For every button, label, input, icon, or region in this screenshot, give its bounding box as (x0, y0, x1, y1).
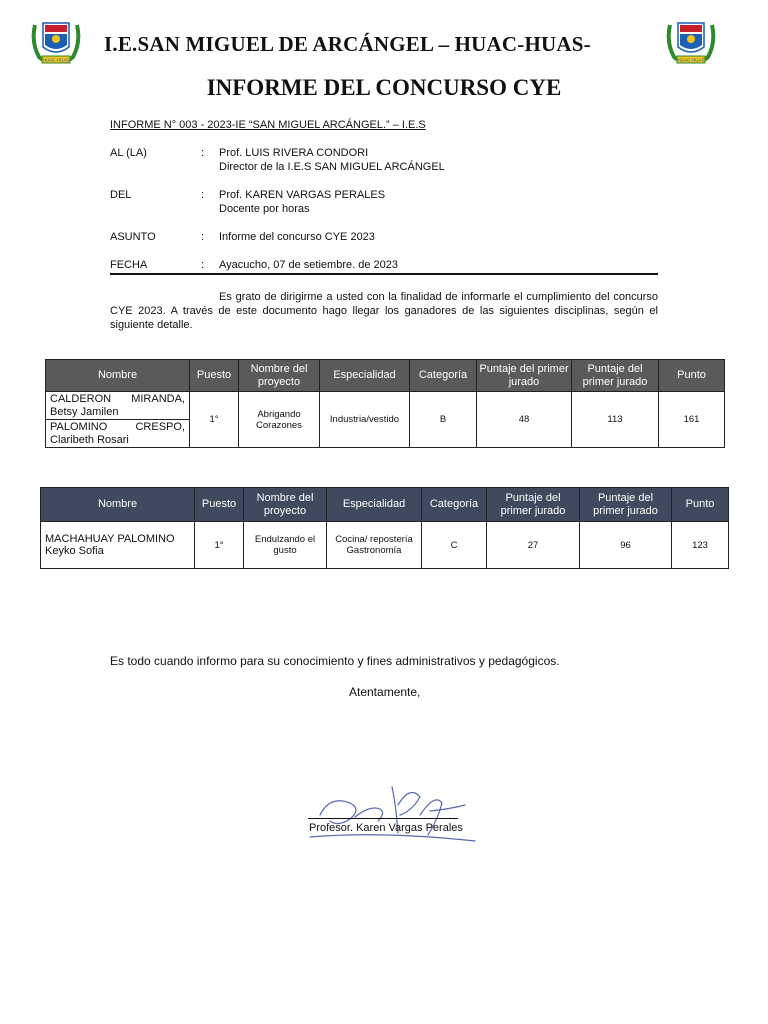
cell-puntaje-2: 96 (580, 522, 672, 569)
col-header-punto: Punto (672, 488, 729, 522)
intro-paragraph: Es grato de dirigirme a usted con la finalidad de informarle el cumplimiento del concurso CYE 2023. A través de este documento hago llegar los ganadores de las siguientes disciplinas, según el siguiente detalle. (110, 291, 658, 331)
col-header-puntaje-2: Puntaje del primer jurado (580, 488, 672, 522)
cell-puesto: 1° (190, 392, 239, 448)
participant-name: MACHAHUAY PALOMINO Keyko Sofia (41, 522, 195, 569)
svg-text:HUAC-HUAS: HUAC-HUAS (42, 57, 70, 63)
regards-text: Atentamente, (349, 685, 421, 699)
from-label: DEL (110, 189, 132, 201)
cell-punto: 123 (672, 522, 729, 569)
school-crest-icon (664, 17, 718, 67)
participant-name: CALDERON MIRANDA, Betsy Jamilen (46, 392, 190, 420)
date-value: Ayacucho, 07 de setiembre. de 2023 (219, 259, 398, 271)
subject-colon: : (201, 231, 205, 243)
cell-proyecto: Abrigando Corazones (239, 392, 320, 448)
col-header-proyecto: Nombre del proyecto (244, 488, 327, 522)
to-role: Director de la I.E.S SAN MIGUEL ARCÁNGEL (219, 161, 445, 173)
col-header-especialidad: Especialidad (320, 360, 410, 392)
to-colon: : (201, 147, 205, 159)
cell-categoria: C (422, 522, 487, 569)
date-colon: : (201, 259, 205, 271)
report-number: INFORME N° 003 - 2023-IE “SAN MIGUEL ARCÁNGEL.” – I.E.S (110, 119, 426, 131)
cell-proyecto: Endulzando el gusto (244, 522, 327, 569)
cell-categoria: B (410, 392, 477, 448)
subject-value: Informe del concurso CYE 2023 (219, 231, 375, 243)
table-row (41, 522, 729, 569)
closing-statement: Es todo cuando informo para su conocimiento y fines administrativos y pedagógicos. (110, 654, 560, 668)
col-header-puntaje-2: Puntaje del primer jurado (572, 360, 659, 392)
signature-line (308, 818, 458, 819)
to-name: Prof. LUIS RIVERA CONDORI (219, 147, 369, 159)
handwritten-signature-icon (300, 775, 480, 850)
col-header-puntaje-1: Puntaje del primer jurado (477, 360, 572, 392)
col-header-nombre: Nombre (46, 360, 190, 392)
col-header-punto: Punto (659, 360, 725, 392)
col-header-puesto: Puesto (195, 488, 244, 522)
table-header-row (46, 360, 725, 392)
document-title: INFORME DEL CONCURSO CYE (206, 75, 562, 100)
cell-especialidad: Industria/vestido (320, 392, 410, 448)
cell-especialidad: Cocina/ repostería Gastronomía (327, 522, 422, 569)
cell-puntaje-1: 48 (477, 392, 572, 448)
table-header-row (41, 488, 729, 522)
header-divider (110, 273, 658, 275)
from-role: Docente por horas (219, 203, 310, 215)
results-table-2 (40, 487, 729, 569)
to-label: AL (LA) (110, 147, 147, 159)
participant-name: PALOMINO CRESPO, Claribeth Rosari (46, 420, 190, 448)
subject-label: ASUNTO (110, 231, 156, 243)
cell-puesto: 1° (195, 522, 244, 569)
results-table-1 (45, 359, 725, 448)
col-header-categoria: Categoría (410, 360, 477, 392)
from-colon: : (201, 189, 205, 201)
col-header-proyecto: Nombre del proyecto (239, 360, 320, 392)
svg-text:HUAC-HUAS: HUAC-HUAS (677, 57, 705, 63)
cell-puntaje-1: 27 (487, 522, 580, 569)
table-row (46, 392, 725, 420)
cell-puntaje-2: 113 (572, 392, 659, 448)
col-header-puntaje-1: Puntaje del primer jurado (487, 488, 580, 522)
school-crest-icon (29, 17, 83, 67)
signer-name: Profesor. Karen Vargas Perales (309, 822, 463, 834)
col-header-categoria: Categoría (422, 488, 487, 522)
from-name: Prof. KAREN VARGAS PERALES (219, 189, 386, 201)
col-header-especialidad: Especialidad (327, 488, 422, 522)
col-header-puesto: Puesto (190, 360, 239, 392)
cell-punto: 161 (659, 392, 725, 448)
school-title: I.E.SAN MIGUEL DE ARCÁNGEL – HUAC-HUAS- (104, 32, 591, 56)
col-header-nombre: Nombre (41, 488, 195, 522)
date-label: FECHA (110, 259, 148, 271)
